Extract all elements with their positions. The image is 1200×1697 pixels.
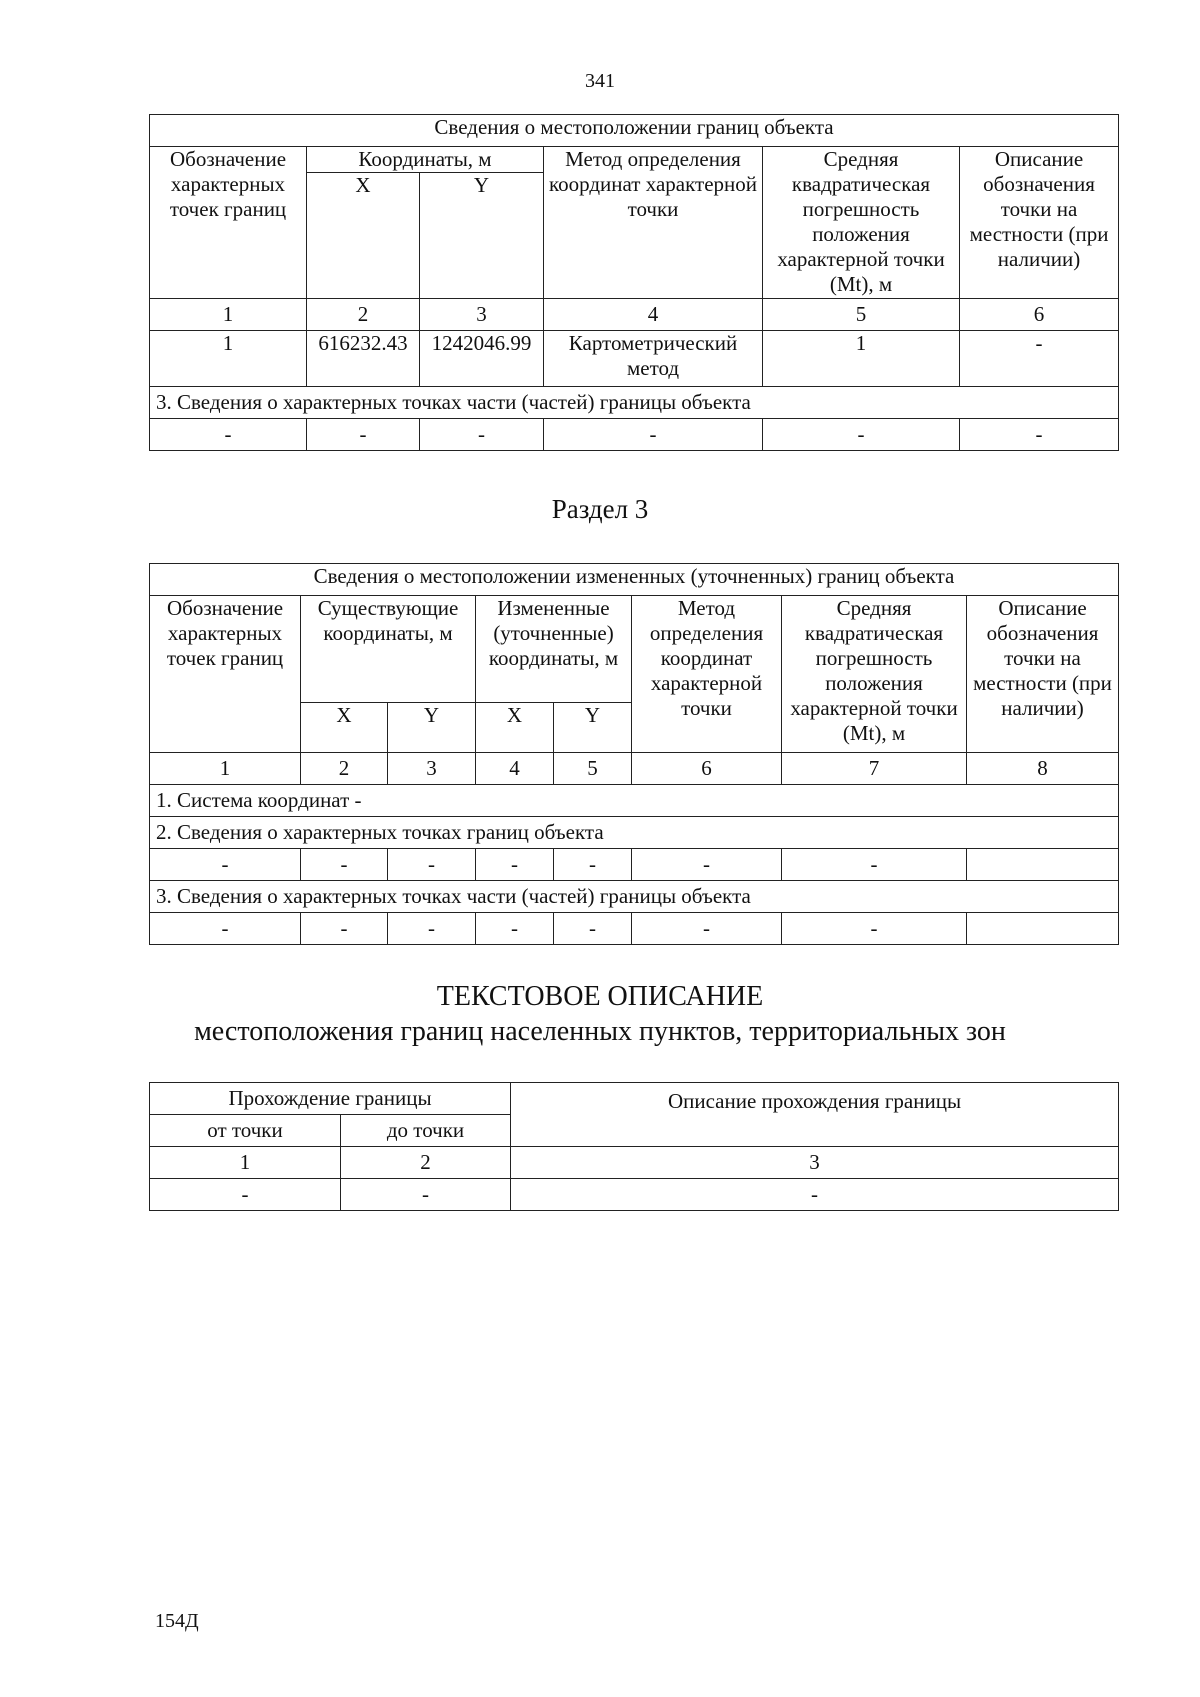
- section3-label: 3. Сведения о характерных точках части (частей) границы объекта: [150, 387, 1119, 419]
- header-error: Средняя квадратическая погрешность положения характерной точки (Mt), м: [782, 596, 967, 753]
- table-cell: -: [301, 913, 388, 945]
- table-cell: -: [554, 913, 632, 945]
- method-cell: Картометрический метод: [544, 331, 763, 387]
- text-description-subtitle: местоположения границ населенных пунктов, территориальных зон: [194, 1016, 1006, 1047]
- table-cell: -: [632, 849, 782, 881]
- table-cell: -: [763, 419, 960, 451]
- table-cell: [967, 913, 1119, 945]
- column-number: 3: [388, 753, 476, 785]
- column-number: 4: [476, 753, 554, 785]
- column-number: 6: [632, 753, 782, 785]
- section-heading: Раздел 3: [551, 494, 649, 524]
- table-row: [150, 419, 1119, 451]
- column-number: 5: [554, 753, 632, 785]
- column-number-row: [150, 1147, 1119, 1179]
- header-method: Метод определения координат характерной точки: [544, 147, 763, 299]
- header-from-point: от точки: [150, 1115, 341, 1147]
- header-description: Описание обозначения точки на местности (при наличии): [967, 596, 1119, 753]
- boundary-passage-table: [149, 1082, 1119, 1211]
- column-number: 2: [307, 299, 420, 331]
- header-passage: Прохождение границы: [150, 1083, 511, 1115]
- table-row: [150, 849, 1119, 881]
- table-title: Сведения о местоположении границ объекта: [150, 115, 1119, 147]
- header-description: Описание обозначения точки на местности (при наличии): [960, 147, 1119, 299]
- header-y: Y: [420, 173, 544, 299]
- column-number: 4: [544, 299, 763, 331]
- text-description-title: ТЕКСТОВОЕ ОПИСАНИЕ: [436, 981, 764, 1012]
- header-x: X: [476, 703, 554, 753]
- table-cell: -: [544, 419, 763, 451]
- header-x: X: [301, 703, 388, 753]
- header-to-point: до точки: [341, 1115, 511, 1147]
- table-cell: -: [307, 419, 420, 451]
- table-cell: -: [150, 1179, 341, 1211]
- changed-boundary-table: [149, 563, 1119, 945]
- table-cell: -: [476, 849, 554, 881]
- column-number: 2: [341, 1147, 511, 1179]
- column-number: 1: [150, 299, 307, 331]
- header-passage-description: Описание прохождения границы: [511, 1083, 1119, 1147]
- header-y: Y: [388, 703, 476, 753]
- description-cell: -: [960, 331, 1119, 387]
- table-row: [150, 913, 1119, 945]
- header-points: Обозначение характерных точек границ: [150, 596, 301, 753]
- table-cell: -: [476, 913, 554, 945]
- table-cell: -: [960, 419, 1119, 451]
- table-cell: -: [782, 913, 967, 945]
- section3-label: 3. Сведения о характерных точках части (частей) границы объекта: [150, 881, 1119, 913]
- boundary-location-table: [149, 114, 1119, 451]
- column-number: 3: [511, 1147, 1119, 1179]
- error-cell: 1: [763, 331, 960, 387]
- column-number: 1: [150, 753, 301, 785]
- column-number-row: [150, 299, 1119, 331]
- column-number: 1: [150, 1147, 341, 1179]
- header-coords: Координаты, м: [307, 147, 544, 173]
- table-cell: -: [782, 849, 967, 881]
- header-method: Метод определения координат характерной точки: [632, 596, 782, 753]
- header-points: Обозначение характерных точек границ: [150, 147, 307, 299]
- table-cell: -: [388, 913, 476, 945]
- column-number: 6: [960, 299, 1119, 331]
- coordinate-system-label: 1. Система координат -: [150, 785, 1119, 817]
- column-number: 3: [420, 299, 544, 331]
- column-number: 5: [763, 299, 960, 331]
- header-y: Y: [554, 703, 632, 753]
- column-number: 7: [782, 753, 967, 785]
- column-number: 8: [967, 753, 1119, 785]
- table-cell: -: [150, 849, 301, 881]
- header-existing-coords: Существующие координаты, м: [301, 596, 476, 703]
- table-cell: -: [420, 419, 544, 451]
- header-x: X: [307, 173, 420, 299]
- y-coordinate-cell: 1242046.99: [420, 331, 544, 387]
- table-title: Сведения о местоположении измененных (уточненных) границ объекта: [150, 564, 1119, 596]
- table-cell: -: [150, 419, 307, 451]
- table-cell: -: [150, 913, 301, 945]
- point-id-cell: 1: [150, 331, 307, 387]
- table-cell: -: [341, 1179, 511, 1211]
- footer-code: 154Д: [155, 1610, 199, 1632]
- table-cell: -: [632, 913, 782, 945]
- header-error: Средняя квадратическая погрешность положения характерной точки (Mt), м: [763, 147, 960, 299]
- table-row: [150, 331, 1119, 387]
- table-cell: [967, 849, 1119, 881]
- table-cell: -: [388, 849, 476, 881]
- page-number: 341: [585, 70, 615, 92]
- x-coordinate-cell: 616232.43: [307, 331, 420, 387]
- table-cell: -: [554, 849, 632, 881]
- column-number: 2: [301, 753, 388, 785]
- table-cell: -: [301, 849, 388, 881]
- section2-label: 2. Сведения о характерных точках границ объекта: [150, 817, 1119, 849]
- table-row: [150, 1179, 1119, 1211]
- header-changed-coords: Измененные (уточненные) координаты, м: [476, 596, 632, 703]
- column-number-row: [150, 753, 1119, 785]
- table-cell: -: [511, 1179, 1119, 1211]
